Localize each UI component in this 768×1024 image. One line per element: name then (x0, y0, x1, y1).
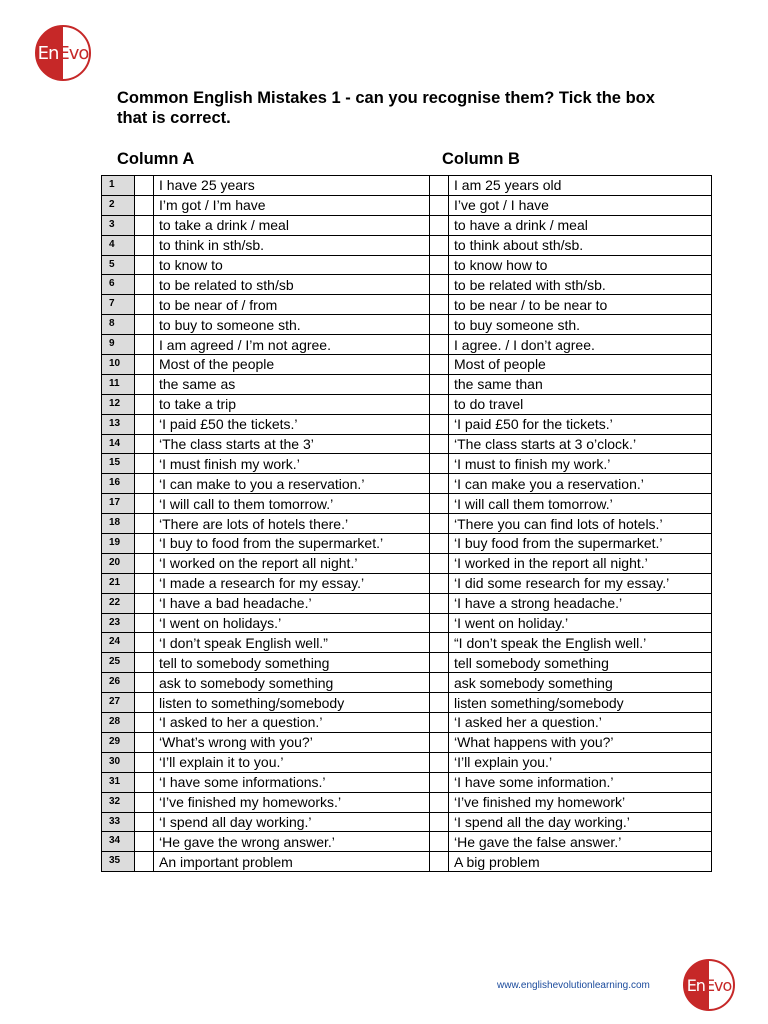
table-row (102, 514, 712, 534)
row-number: 25 (102, 653, 135, 673)
column-a-phrase: ‘I’ve finished my homeworks.’ (154, 792, 430, 812)
footer-logo-en-text: En (686, 975, 705, 995)
table-row (102, 812, 712, 832)
column-b-phrase: listen something/somebody (449, 693, 712, 713)
row-number: 28 (102, 713, 135, 733)
table-row (102, 374, 712, 394)
column-a-tick-box[interactable] (135, 176, 154, 196)
column-a-tick-box[interactable] (135, 713, 154, 733)
table-row (102, 752, 712, 772)
column-a-tick-box[interactable] (135, 295, 154, 315)
column-a-tick-box[interactable] (135, 315, 154, 335)
column-b-phrase: ‘There you can find lots of hotels.’ (449, 514, 712, 534)
column-b-phrase: to know how to (449, 255, 712, 275)
column-b-heading: Column B (442, 150, 520, 168)
column-a-tick-box[interactable] (135, 573, 154, 593)
column-a-tick-box[interactable] (135, 792, 154, 812)
table-row (102, 255, 712, 275)
table-row (102, 494, 712, 514)
column-a-phrase: ask to somebody something (154, 673, 430, 693)
row-number: 6 (102, 275, 135, 295)
row-number: 5 (102, 255, 135, 275)
column-a-phrase: ‘I don’t speak English well.” (154, 633, 430, 653)
table-row (102, 713, 712, 733)
mistakes-table (101, 175, 712, 872)
row-number: 32 (102, 792, 135, 812)
table-row (102, 235, 712, 255)
table-row (102, 613, 712, 633)
row-number: 3 (102, 215, 135, 235)
row-number: 17 (102, 494, 135, 514)
column-a-phrase: ‘I worked on the report all night.’ (154, 553, 430, 573)
column-b-tick-box[interactable] (430, 355, 449, 375)
column-b-tick-box[interactable] (430, 713, 449, 733)
row-number: 30 (102, 752, 135, 772)
column-a-tick-box[interactable] (135, 613, 154, 633)
row-number: 20 (102, 553, 135, 573)
column-a-phrase: ‘I must finish my work.’ (154, 454, 430, 474)
column-b-phrase: ‘I went on holiday.’ (449, 613, 712, 633)
column-b-phrase: Most of people (449, 355, 712, 375)
table-row (102, 335, 712, 355)
table-row (102, 414, 712, 434)
table-row (102, 852, 712, 872)
column-b-phrase: ‘I’ll explain you.’ (449, 752, 712, 772)
column-a-phrase: ‘I buy to food from the supermarket.’ (154, 534, 430, 554)
row-number: 7 (102, 295, 135, 315)
column-b-phrase: ‘I did some research for my essay.’ (449, 573, 712, 593)
column-a-phrase: to take a trip (154, 394, 430, 414)
row-number: 9 (102, 335, 135, 355)
footer-logo-text (687, 976, 732, 995)
column-b-tick-box[interactable] (430, 812, 449, 832)
column-a-tick-box[interactable] (135, 255, 154, 275)
table-row (102, 474, 712, 494)
column-a-tick-box[interactable] (135, 374, 154, 394)
table-row (102, 315, 712, 335)
column-b-phrase: ‘I buy food from the supermarket.’ (449, 534, 712, 554)
column-b-phrase: to buy someone sth. (449, 315, 712, 335)
column-b-tick-box[interactable] (430, 553, 449, 573)
column-b-phrase: ‘I spend all the day working.’ (449, 812, 712, 832)
column-b-tick-box[interactable] (430, 394, 449, 414)
table-row (102, 215, 712, 235)
row-number: 29 (102, 732, 135, 752)
table-row (102, 295, 712, 315)
table-row (102, 195, 712, 215)
column-a-tick-box[interactable] (135, 454, 154, 474)
column-a-tick-box[interactable] (135, 514, 154, 534)
column-a-tick-box[interactable] (135, 335, 154, 355)
table-row (102, 792, 712, 812)
footer-brand-logo (683, 959, 735, 1011)
column-a-tick-box[interactable] (135, 772, 154, 792)
table-row (102, 633, 712, 653)
column-b-phrase: ‘I worked in the report all night.’ (449, 553, 712, 573)
table-row (102, 673, 712, 693)
column-a-tick-box[interactable] (135, 195, 154, 215)
column-a-phrase: to know to (154, 255, 430, 275)
column-b-phrase: ‘He gave the false answer.’ (449, 832, 712, 852)
table-row (102, 832, 712, 852)
column-a-phrase: ‘I have some informations.’ (154, 772, 430, 792)
table-row (102, 275, 712, 295)
column-b-tick-box[interactable] (430, 653, 449, 673)
column-b-phrase: ask somebody something (449, 673, 712, 693)
table-row (102, 176, 712, 196)
table-row (102, 653, 712, 673)
column-b-tick-box[interactable] (430, 434, 449, 454)
column-a-tick-box[interactable] (135, 693, 154, 713)
column-a-phrase: to take a drink / meal (154, 215, 430, 235)
column-a-tick-box[interactable] (135, 593, 154, 613)
column-a-phrase: Most of the people (154, 355, 430, 375)
column-a-tick-box[interactable] (135, 534, 154, 554)
column-b-tick-box[interactable] (430, 673, 449, 693)
row-number: 33 (102, 812, 135, 832)
column-b-tick-box[interactable] (430, 593, 449, 613)
footer-logo-evo-text: Evo (704, 975, 732, 995)
column-b-phrase: ‘I’ve finished my homework’ (449, 792, 712, 812)
row-number: 21 (102, 573, 135, 593)
column-b-tick-box[interactable] (430, 792, 449, 812)
column-a-tick-box[interactable] (135, 434, 154, 454)
column-b-phrase: tell somebody something (449, 653, 712, 673)
column-b-tick-box[interactable] (430, 374, 449, 394)
column-a-phrase: to think in sth/sb. (154, 235, 430, 255)
column-b-tick-box[interactable] (430, 295, 449, 315)
column-a-phrase: I’m got / I’m have (154, 195, 430, 215)
column-a-phrase: ‘I went on holidays.’ (154, 613, 430, 633)
column-a-tick-box[interactable] (135, 215, 154, 235)
column-a-phrase: An important problem (154, 852, 430, 872)
column-a-phrase: listen to something/somebody (154, 693, 430, 713)
mistakes-table-body (102, 176, 712, 872)
column-a-tick-box[interactable] (135, 494, 154, 514)
column-b-tick-box[interactable] (430, 195, 449, 215)
row-number: 10 (102, 355, 135, 375)
column-a-tick-box[interactable] (135, 653, 154, 673)
column-b-tick-box[interactable] (430, 514, 449, 534)
column-a-tick-box[interactable] (135, 275, 154, 295)
column-b-phrase: to be near / to be near to (449, 295, 712, 315)
column-a-heading: Column A (117, 150, 195, 168)
row-number: 31 (102, 772, 135, 792)
column-a-phrase: tell to somebody something (154, 653, 430, 673)
row-number: 12 (102, 394, 135, 414)
column-a-tick-box[interactable] (135, 832, 154, 852)
row-number: 35 (102, 852, 135, 872)
logo-evo-text: Evo (58, 42, 89, 64)
column-b-phrase: ‘I must to finish my work.’ (449, 454, 712, 474)
website-link[interactable]: www.englishevolutionlearning.com (497, 980, 650, 991)
column-a-tick-box[interactable] (135, 633, 154, 653)
column-b-phrase: ‘The class starts at 3 o’clock.’ (449, 434, 712, 454)
column-b-phrase: to have a drink / meal (449, 215, 712, 235)
row-number: 4 (102, 235, 135, 255)
table-row (102, 454, 712, 474)
row-number: 24 (102, 633, 135, 653)
column-b-tick-box[interactable] (430, 315, 449, 335)
column-b-tick-box[interactable] (430, 534, 449, 554)
column-a-phrase: ‘What’s wrong with you?’ (154, 732, 430, 752)
column-a-tick-box[interactable] (135, 414, 154, 434)
column-a-tick-box[interactable] (135, 553, 154, 573)
table-row (102, 394, 712, 414)
column-b-phrase: I am 25 years old (449, 176, 712, 196)
column-b-tick-box[interactable] (430, 176, 449, 196)
column-b-phrase: to be related with sth/sb. (449, 275, 712, 295)
row-number: 11 (102, 374, 135, 394)
column-a-phrase: I have 25 years (154, 176, 430, 196)
column-a-tick-box[interactable] (135, 235, 154, 255)
row-number: 18 (102, 514, 135, 534)
column-b-tick-box[interactable] (430, 573, 449, 593)
column-b-phrase: to do travel (449, 394, 712, 414)
column-b-phrase: to think about sth/sb. (449, 235, 712, 255)
row-number: 2 (102, 195, 135, 215)
column-b-tick-box[interactable] (430, 454, 449, 474)
column-b-tick-box[interactable] (430, 474, 449, 494)
column-a-phrase: ‘I will call to them tomorrow.’ (154, 494, 430, 514)
table-row (102, 434, 712, 454)
column-b-tick-box[interactable] (430, 732, 449, 752)
column-a-tick-box[interactable] (135, 812, 154, 832)
column-b-phrase: the same than (449, 374, 712, 394)
column-b-phrase: ‘What happens with you?’ (449, 732, 712, 752)
row-number: 16 (102, 474, 135, 494)
column-b-tick-box[interactable] (430, 772, 449, 792)
column-b-tick-box[interactable] (430, 275, 449, 295)
column-b-tick-box[interactable] (430, 613, 449, 633)
brand-logo (35, 25, 91, 81)
column-a-phrase: to buy to someone sth. (154, 315, 430, 335)
column-b-phrase: ‘I have a strong headache.’ (449, 593, 712, 613)
column-b-phrase: ‘I asked her a question.’ (449, 713, 712, 733)
column-b-phrase: “I don’t speak the English well.’ (449, 633, 712, 653)
row-number: 34 (102, 832, 135, 852)
column-a-phrase: ‘I paid £50 the tickets.’ (154, 414, 430, 434)
column-a-phrase: ‘I can make to you a reservation.’ (154, 474, 430, 494)
column-b-tick-box[interactable] (430, 832, 449, 852)
column-a-tick-box[interactable] (135, 673, 154, 693)
row-number: 13 (102, 414, 135, 434)
row-number: 1 (102, 176, 135, 196)
column-b-tick-box[interactable] (430, 494, 449, 514)
table-row (102, 732, 712, 752)
column-a-phrase: the same as (154, 374, 430, 394)
column-a-tick-box[interactable] (135, 732, 154, 752)
column-a-tick-box[interactable] (135, 355, 154, 375)
row-number: 14 (102, 434, 135, 454)
column-b-phrase: I agree. / I don’t agree. (449, 335, 712, 355)
column-a-tick-box[interactable] (135, 474, 154, 494)
table-row (102, 772, 712, 792)
table-row (102, 355, 712, 375)
column-b-tick-box[interactable] (430, 215, 449, 235)
column-a-phrase: ‘I have a bad headache.’ (154, 593, 430, 613)
column-a-tick-box[interactable] (135, 852, 154, 872)
column-a-tick-box[interactable] (135, 752, 154, 772)
column-a-phrase: ‘There are lots of hotels there.’ (154, 514, 430, 534)
logo-text (38, 43, 89, 64)
column-b-tick-box[interactable] (430, 335, 449, 355)
column-b-phrase: ‘I have some information.’ (449, 772, 712, 792)
column-a-tick-box[interactable] (135, 394, 154, 414)
column-a-phrase: ‘I spend all day working.’ (154, 812, 430, 832)
column-a-phrase: ‘I made a research for my essay.’ (154, 573, 430, 593)
row-number: 15 (102, 454, 135, 474)
row-number: 19 (102, 534, 135, 554)
column-b-tick-box[interactable] (430, 752, 449, 772)
table-row (102, 573, 712, 593)
column-b-tick-box[interactable] (430, 852, 449, 872)
column-b-tick-box[interactable] (430, 414, 449, 434)
column-a-phrase: ‘He gave the wrong answer.’ (154, 832, 430, 852)
column-b-tick-box[interactable] (430, 633, 449, 653)
column-b-tick-box[interactable] (430, 255, 449, 275)
column-a-phrase: to be related to sth/sb (154, 275, 430, 295)
column-b-tick-box[interactable] (430, 693, 449, 713)
column-b-phrase: ‘I paid £50 for the tickets.’ (449, 414, 712, 434)
column-a-phrase: ‘I asked to her a question.’ (154, 713, 430, 733)
column-a-phrase: ‘I’ll explain it to you.’ (154, 752, 430, 772)
column-a-phrase: to be near of / from (154, 295, 430, 315)
row-number: 26 (102, 673, 135, 693)
table-row (102, 693, 712, 713)
table-row (102, 553, 712, 573)
row-number: 27 (102, 693, 135, 713)
column-b-phrase: A big problem (449, 852, 712, 872)
column-b-phrase: ‘I will call them tomorrow.’ (449, 494, 712, 514)
table-row (102, 534, 712, 554)
row-number: 8 (102, 315, 135, 335)
logo-en-text: En (37, 42, 59, 64)
row-number: 22 (102, 593, 135, 613)
column-b-tick-box[interactable] (430, 235, 449, 255)
row-number: 23 (102, 613, 135, 633)
column-a-phrase: ‘The class starts at the 3’ (154, 434, 430, 454)
column-b-phrase: ‘I can make you a reservation.’ (449, 474, 712, 494)
column-a-phrase: I am agreed / I’m not agree. (154, 335, 430, 355)
page-title: Common English Mistakes 1 - can you recognise them? Tick the box that is correct. (117, 89, 655, 127)
table-row (102, 593, 712, 613)
column-b-phrase: I’ve got / I have (449, 195, 712, 215)
